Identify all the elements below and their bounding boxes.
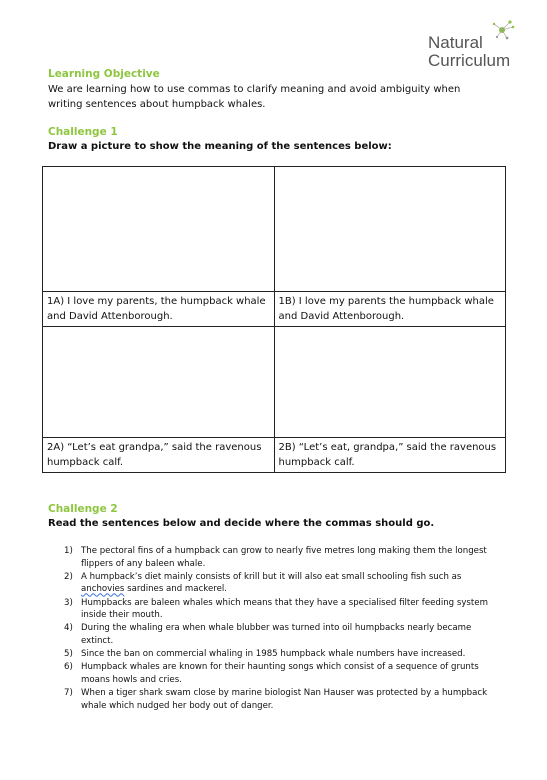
list-item-text: Since the ban on commercial whaling in 1985 humpback whale numbers have increased.	[81, 649, 466, 660]
list-item-number: 5)	[64, 649, 73, 660]
drawing-grid	[42, 166, 506, 473]
caption-1a: 1A) I love my parents, the humpback whale and David Attenborough.	[43, 292, 275, 327]
list-item-number: 1)	[64, 546, 73, 556]
challenge1-instruction: Draw a picture to show the meaning of the sentences below:	[48, 141, 392, 152]
list-item-number: 7)	[64, 688, 73, 699]
list-item	[64, 648, 504, 661]
challenge2-instruction: Read the sentences below and decide where the commas should go.	[48, 518, 435, 529]
drawing-box-1a[interactable]	[43, 167, 275, 292]
list-item-text: The pectoral fins of a humpback can grow to nearly five metres long making them the longest flippers of any baleen whale.	[81, 546, 487, 569]
list-item	[64, 571, 504, 596]
list-item-text: During the whaling era when whale blubber was turned into oil humpbacks nearly became extinct.	[81, 623, 472, 646]
drawing-box-2a[interactable]	[43, 327, 275, 438]
logo-text	[428, 34, 510, 70]
caption-2a: 2A) “Let’s eat grandpa,” said the ravenous humpback calf.	[43, 438, 275, 473]
objective-text: We are learning how to use commas to clarify meaning and avoid ambiguity when writing sentences about humpback whales.	[48, 84, 461, 110]
drawing-box-1b[interactable]	[274, 167, 506, 292]
list-item-number: 3)	[64, 597, 73, 608]
list-item-text: A humpback’s diet mainly consists of krill but it will also eat small schooling fish such as	[81, 571, 462, 582]
list-item	[64, 687, 504, 712]
sentence-list	[64, 545, 504, 713]
caption-1b: 1B) I love my parents the humpback whale and David Attenborough.	[274, 292, 506, 327]
caption-2b: 2B) “Let’s eat, grandpa,” said the ravenous humpback calf.	[274, 438, 506, 473]
list-item-text: When a tiger shark swam close by marine biologist Nan Hauser was protected by a humpback whale which nudged her body out of danger.	[81, 688, 488, 711]
logo-line-1: Natural	[428, 33, 483, 52]
list-item	[64, 597, 504, 622]
challenge2-heading: Challenge 2	[48, 503, 118, 515]
list-item-text: Humpbacks are baleen whales which means that they have a specialised filter feeding system inside their mouth.	[81, 597, 488, 621]
list-item	[64, 661, 504, 686]
list-item-number: 2)	[64, 571, 73, 582]
list-item-number: 6)	[64, 662, 73, 673]
list-item-text-end: sardines and mackerel.	[124, 584, 228, 595]
logo-line-2: Curriculum	[428, 51, 511, 70]
list-item	[64, 545, 504, 570]
list-item-text: Humpback whales are known for their haunting songs which consist of a sequence of grunts moans howls and cries.	[81, 662, 479, 685]
drawing-box-2b[interactable]	[274, 327, 506, 438]
spellcheck-word: anchovies	[81, 584, 125, 595]
objective-heading: Learning Objective	[48, 68, 160, 80]
challenge1-heading: Challenge 1	[48, 126, 118, 138]
list-item	[64, 622, 504, 647]
list-item-number: 4)	[64, 623, 73, 634]
